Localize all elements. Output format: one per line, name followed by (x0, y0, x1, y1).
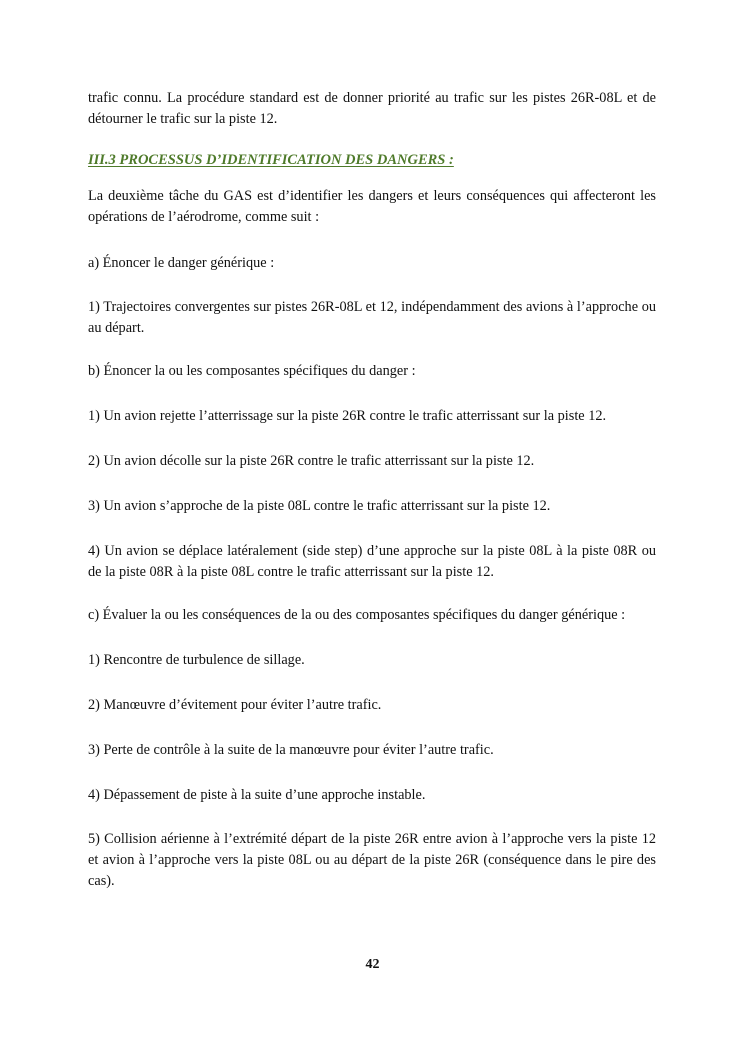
part-b-item-3: 3) Un avion s’approche de la piste 08L contre le trafic atterrissant sur la piste 12. (88, 498, 551, 514)
section-intro: La deuxième tâche du GAS est d’identifier les dangers et leurs conséquences qui affecteront les opérations de l’aérodrome, comme suit : (88, 188, 656, 225)
part-c-item-1: 1) Rencontre de turbulence de sillage. (88, 652, 305, 668)
part-c-item-3: 3) Perte de contrôle à la suite de la manœuvre pour éviter l’autre trafic. (88, 742, 494, 758)
intro-continuation: trafic connu. La procédure standard est de donner priorité au trafic sur les pistes 26R-08L et de détourner le trafic sur la piste 12. (88, 90, 656, 127)
page-number: 42 (365, 957, 380, 972)
section-heading: III.3 PROCESSUS D’IDENTIFICATION DES DANGERS : (88, 152, 454, 168)
part-c-item-5: 5) Collision aérienne à l’extrémité départ de la piste 26R entre avion à l’approche vers la piste 12 et avion à l’approche vers la piste 08L ou au départ de la piste 26R (conséquence dans le pire des cas). (88, 831, 656, 889)
part-b-item-1: 1) Un avion rejette l’atterrissage sur la piste 26R contre le trafic atterrissant sur la piste 12. (88, 408, 607, 424)
part-c-item-4: 4) Dépassement de piste à la suite d’une approche instable. (88, 787, 426, 803)
part-a-item-1: 1) Trajectoires convergentes sur pistes 26R-08L et 12, indépendamment des avions à l’approche ou au départ. (88, 299, 656, 336)
part-c-label: c) Évaluer la ou les conséquences de la ou des composantes spécifiques du danger générique : (88, 607, 626, 623)
part-c-item-2: 2) Manœuvre d’évitement pour éviter l’autre trafic. (88, 697, 382, 713)
part-a-label: a) Énoncer le danger générique : (88, 255, 275, 271)
part-b-item-2: 2) Un avion décolle sur la piste 26R contre le trafic atterrissant sur la piste 12. (88, 453, 535, 469)
part-b-label: b) Énoncer la ou les composantes spécifiques du danger : (88, 363, 416, 379)
part-b-item-4: 4) Un avion se déplace latéralement (side step) d’une approche sur la piste 08L à la piste 08R ou de la piste 08R à la piste 08L contre le trafic atterrissant sur la piste 12. (88, 543, 656, 580)
